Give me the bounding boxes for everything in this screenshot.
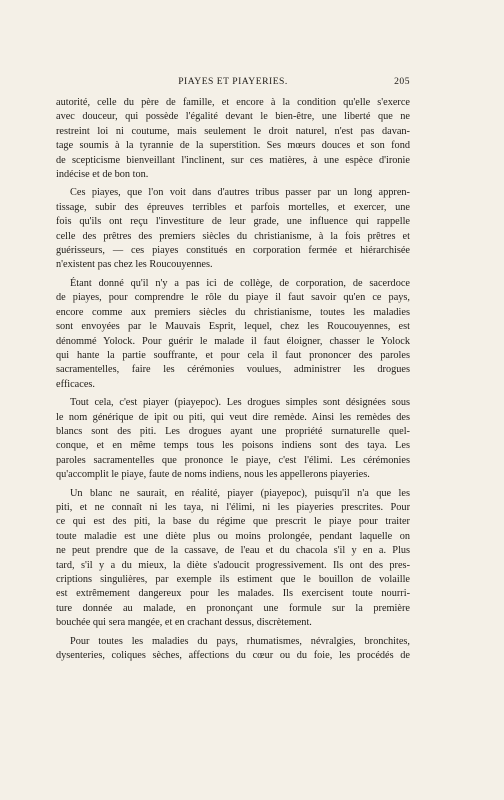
page-number: 205 — [394, 76, 410, 87]
text-line: de scepticisme bienveillant l'inclinent, sur ces matières, à une espèce d'ironie — [56, 154, 410, 166]
text-line: Ces piayes, que l'on voit dans d'autres tribus passer par un long appren- — [70, 187, 410, 199]
text-line: paroles sacramentelles que prononce le piaye, c'est l'élimi. Les cérémonies — [56, 454, 410, 466]
text-line: bouchée qui sera mangée, et en crachant dessus, discrètement. — [56, 617, 312, 629]
text-line: indécise et de bon ton. — [56, 169, 149, 181]
paragraph — [56, 186, 410, 272]
text-line: n'existent pas chez les Roucouyennes. — [56, 259, 213, 271]
text-line: criptions singulières, par exemple ils estiment que le bouillon de volaille — [56, 574, 410, 585]
text-line: avec douceur, qui possède l'égalité devant le bien-être, une liberté que ne — [56, 111, 410, 123]
text-line: qu'accomplit le piaye, faute de noms indiens, nous les appellerons piayeries. — [56, 469, 370, 481]
text-line: est extrêmement dangereux pour les malades. Ils exercisent toute nourri- — [56, 588, 410, 600]
text-line: ture donnée au malade, en prononçant une formule sur la première — [56, 602, 410, 614]
text-line: conque, et en même temps tous les poisons indiens sont des taya. Les — [56, 440, 410, 452]
paragraph — [56, 96, 410, 182]
text-line: celle des prêtres des premiers siècles du christianisme, à la fois prêtres et — [56, 230, 410, 242]
text-line: Tout cela, c'est piayer (piayepoc). Les drogues simples sont désignées sous — [70, 397, 410, 409]
text-line: sacramentelles, faire les cérémonies voulues, administrer les drogues — [56, 364, 410, 376]
text-line: guérisseurs, — ces piayes constitués en corporation fermée et hiérarchisée — [56, 245, 410, 257]
text-line: Un blanc ne saurait, en réalité, piayer (piayepoc), puisqu'il n'a que les — [70, 487, 410, 499]
paragraph — [56, 487, 410, 631]
text-line: dénommé Yolock. Pour guérir le malade il faut éloigner, chasser le Yolock — [56, 335, 410, 347]
text-line: Pour toutes les maladies du pays, rhumatismes, névralgies, bronchites, — [70, 635, 410, 647]
text-line: piti, et ne connaît ni les taya, ni l'élimi, ni les piayeries prescrites. Pour — [56, 501, 410, 513]
paragraph — [56, 396, 410, 482]
text-line: ne peut prendre que de la cassave, de l'eau et du chacola s'il y en a. Plus — [56, 545, 410, 557]
text-line: Étant donné qu'il n'y a pas ici de collège, de corporation, de sacerdoce — [70, 277, 410, 289]
text-line: autorité, celle du père de famille, et encore à la condition qu'elle s'exerce — [56, 97, 410, 108]
text-line: toute maladie est une diète plus ou moins prolongée, pendant laquelle on — [56, 530, 410, 542]
text-line: efficaces. — [56, 378, 95, 390]
text-line: blancs sont des piti. Les drogues ayant une propriété surnaturelle quel- — [56, 425, 410, 437]
text-line: tage soumis à la tyrannie de la superstition. Ses mœurs douces et son fond — [56, 140, 410, 152]
text-line: fois qu'ils ont reçu l'investiture de leur grade, une influence qui rappelle — [56, 216, 410, 228]
text-line: sont envoyées par le Mauvais Esprit, lequel, chez les Roucouyennes, est — [56, 321, 410, 333]
text-line: dysenteries, coliques sèches, affections du cœur ou du foie, les procédés de — [56, 650, 410, 662]
text-line: tissage, subir des épreuves terribles et parfois mortelles, et exercer, une — [56, 201, 410, 213]
paragraph — [56, 277, 410, 392]
paragraph — [56, 635, 410, 664]
text-line: de piayes, pour comprendre le rôle du piaye il faut savoir qu'en ce pays, — [56, 292, 410, 304]
text-line: encore comme aux premiers siècles du christianisme, toutes les maladies — [56, 306, 410, 318]
body-text — [56, 96, 410, 663]
text-line: restreint loi ni coutume, mais seulement le droit naturel, n'est pas davan- — [56, 125, 410, 137]
text-line: ce qui est des piti, la base du régime que prescrit le piaye pour traiter — [56, 516, 410, 528]
running-title: PIAYES ET PIAYERIES. — [178, 76, 288, 87]
text-line: tard, s'il y a du mieux, la diète s'adoucit progressivement. Ils ont des pres- — [56, 559, 410, 571]
text-line: le nom générique de ipit ou piti, qui veut dire remède. Ainsi les remèdes des — [56, 411, 410, 423]
text-line: qui hante la partie souffrante, et pour cela il faut prononcer des paroles — [56, 349, 410, 361]
